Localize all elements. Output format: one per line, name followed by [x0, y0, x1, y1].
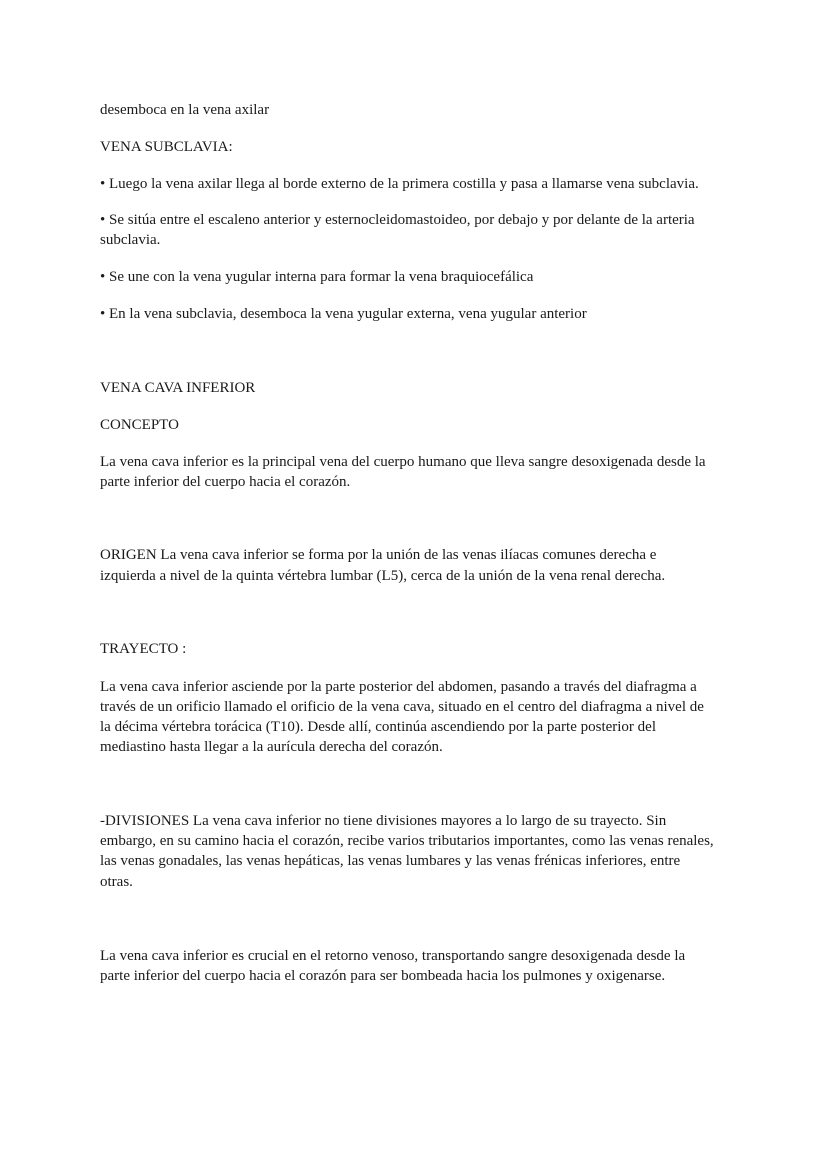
subclavia-bullet-3: • Se une con la vena yugular interna para formar la vena braquiocefálica — [100, 269, 534, 285]
intro-continuation: desemboca en la vena axilar — [100, 102, 270, 118]
concepto-heading: CONCEPTO — [100, 417, 179, 433]
trayecto-heading: TRAYECTO : — [100, 641, 187, 657]
divisiones-line-4: otras. — [100, 874, 133, 890]
divisiones-line-1: -DIVISIONES La vena cava inferior no tiene divisiones mayores a lo largo de su trayecto. Sin — [100, 813, 667, 829]
divisiones-line-2: embargo, en su camino hacia el corazón, recibe varios tributarios importantes, como las venas renales, — [100, 833, 714, 849]
concepto-line-1: La vena cava inferior es la principal vena del cuerpo humano que lleva sangre desoxigenada desde la — [100, 454, 706, 470]
subclavia-bullet-1: • Luego la vena axilar llega al borde externo de la primera costilla y pasa a llamarse vena subclavia. — [100, 176, 699, 192]
origen-line-1: ORIGEN La vena cava inferior se forma por la unión de las venas ilíacas comunes derecha e — [100, 547, 657, 563]
trayecto-line-3: la décima vértebra torácica (T10). Desde allí, continúa ascendiendo por la parte posterior del — [100, 719, 657, 735]
conclusion-line-2: parte inferior del cuerpo hacia el corazón para ser bombeada hacia los pulmones y oxigenarse. — [100, 968, 666, 984]
trayecto-line-1: La vena cava inferior asciende por la parte posterior del abdomen, pasando a través del diafragma a — [100, 679, 697, 695]
subclavia-bullet-4: • En la vena subclavia, desemboca la vena yugular externa, vena yugular anterior — [100, 306, 587, 322]
cava-inferior-heading: VENA CAVA INFERIOR — [100, 380, 256, 396]
trayecto-line-2: través de un orificio llamado el orificio de la vena cava, situado en el centro del diafragma a nivel de — [100, 699, 704, 715]
trayecto-line-4: mediastino hasta llegar a la aurícula derecha del corazón. — [100, 739, 443, 755]
subclavia-heading: VENA SUBCLAVIA: — [100, 139, 233, 155]
divisiones-line-3: las venas gonadales, las venas hepáticas, las venas lumbares y las venas frénicas inferiores, entre — [100, 853, 681, 869]
subclavia-bullet-2-line-1: • Se sitúa entre el escaleno anterior y esternocleidomastoideo, por debajo y por delante de la arteria — [100, 212, 695, 228]
origen-line-2: izquierda a nivel de la quinta vértebra lumbar (L5), cerca de la unión de la vena renal derecha. — [100, 568, 666, 584]
subclavia-bullet-2-line-2: subclavia. — [100, 232, 161, 248]
concepto-line-2: parte inferior del cuerpo hacia el corazón. — [100, 474, 351, 490]
conclusion-line-1: La vena cava inferior es crucial en el retorno venoso, transportando sangre desoxigenada desde la — [100, 948, 686, 964]
